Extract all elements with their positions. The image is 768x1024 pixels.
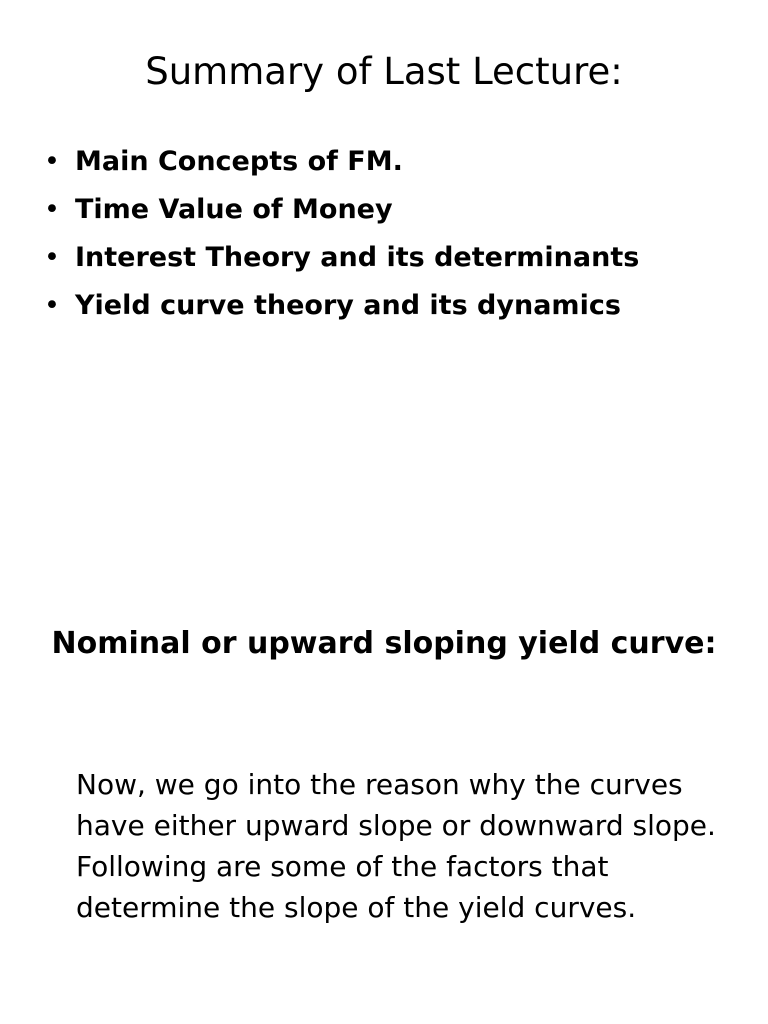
bullet-icon: • xyxy=(44,242,60,273)
list-item xyxy=(44,236,639,284)
bullet-text: Yield curve theory and its dynamics xyxy=(75,290,621,321)
bullet-icon: • xyxy=(44,146,60,177)
section-heading: Nominal or upward sloping yield curve: xyxy=(51,626,717,661)
list-item xyxy=(44,284,639,332)
body-paragraph: Now, we go into the reason why the curves have either upward slope or downward slope. Following are some of the factors that determine the slope of the yield curves. xyxy=(76,768,716,924)
summary-bullet-list xyxy=(44,140,639,332)
bullet-icon: • xyxy=(44,290,60,321)
bullet-icon: • xyxy=(44,194,60,225)
list-item xyxy=(44,188,639,236)
bullet-text: Interest Theory and its determinants xyxy=(75,242,640,273)
list-item xyxy=(44,140,639,188)
slide-title: Summary of Last Lecture: xyxy=(145,50,623,93)
bullet-text: Main Concepts of FM. xyxy=(75,146,403,177)
bullet-text: Time Value of Money xyxy=(75,194,393,225)
